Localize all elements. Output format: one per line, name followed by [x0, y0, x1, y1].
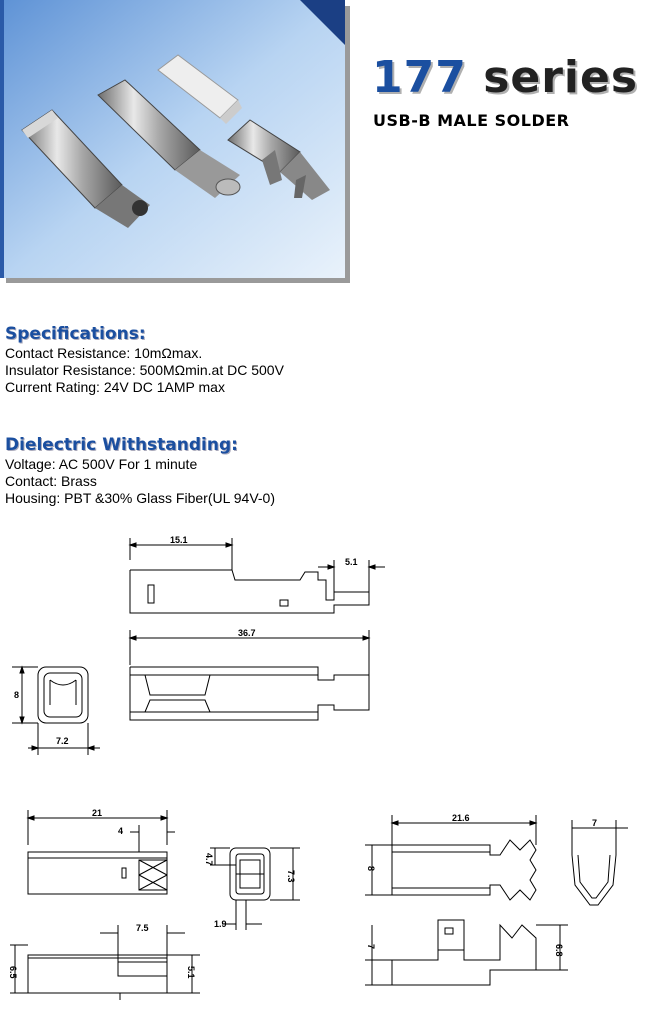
drawing-housing-top [28, 808, 175, 894]
dim-clip-width: 7 [592, 818, 598, 828]
product-photo [0, 0, 350, 283]
dim-end-height: 8 [14, 690, 20, 700]
dielectric-item: Voltage: AC 500V For 1 minute [5, 456, 198, 472]
dielectric-item: Housing: PBT &30% Glass Fiber(UL 94V-0) [5, 490, 276, 506]
dim-total-length: 36.7 [238, 628, 256, 638]
series-number: 177 [372, 52, 467, 103]
drawing-housing-side [8, 923, 200, 1000]
dim-shell-length: 21.6 [452, 813, 470, 823]
dim-top-length: 15.1 [170, 535, 188, 545]
drawing-top-view [130, 535, 385, 613]
dim-housing-tip: 4 [118, 826, 124, 836]
dielectric-list [5, 456, 275, 507]
dim-side-len: 7.5 [136, 923, 149, 933]
drawing-shell-top [365, 813, 536, 900]
dim-end-width: 7.2 [56, 736, 69, 746]
drawing-length-view [130, 628, 369, 720]
product-subtitle: USB-B MALE SOLDER [373, 111, 570, 130]
series-word: series [483, 52, 639, 103]
drawing-front-face [204, 848, 300, 930]
dim-shell-side-h: 7 [366, 944, 376, 950]
technical-drawings [0, 530, 650, 1012]
dielectric-heading: Dielectric Withstanding: [5, 435, 238, 455]
drawing-shell-side [365, 920, 568, 985]
specifications-list [5, 345, 284, 396]
dim-shell-height: 8 [366, 866, 376, 872]
drawing-clip-end [572, 818, 628, 905]
dim-housing-length: 21 [92, 808, 103, 818]
dielectric-item: Contact: Brass [5, 473, 97, 489]
drawing-end-view [12, 667, 100, 755]
series-title [372, 52, 638, 103]
spec-item: Insulator Resistance: 500MΩmin.at DC 500V [5, 362, 284, 378]
spec-item: Contact Resistance: 10mΩmax. [5, 345, 203, 361]
dim-top-tab: 5.1 [345, 557, 358, 567]
specifications-heading: Specifications: [5, 324, 146, 344]
dim-front-h1: 4.7 [204, 853, 214, 866]
dim-side-h2: 5.1 [186, 966, 196, 979]
dim-shell-side-h2: 6.8 [554, 944, 564, 957]
dim-side-h1: 6.5 [8, 966, 18, 979]
spec-item: Current Rating: 24V DC 1AMP max [5, 379, 225, 395]
dim-front-h2: 7.3 [286, 870, 296, 883]
dim-front-w: 1.9 [214, 919, 227, 929]
